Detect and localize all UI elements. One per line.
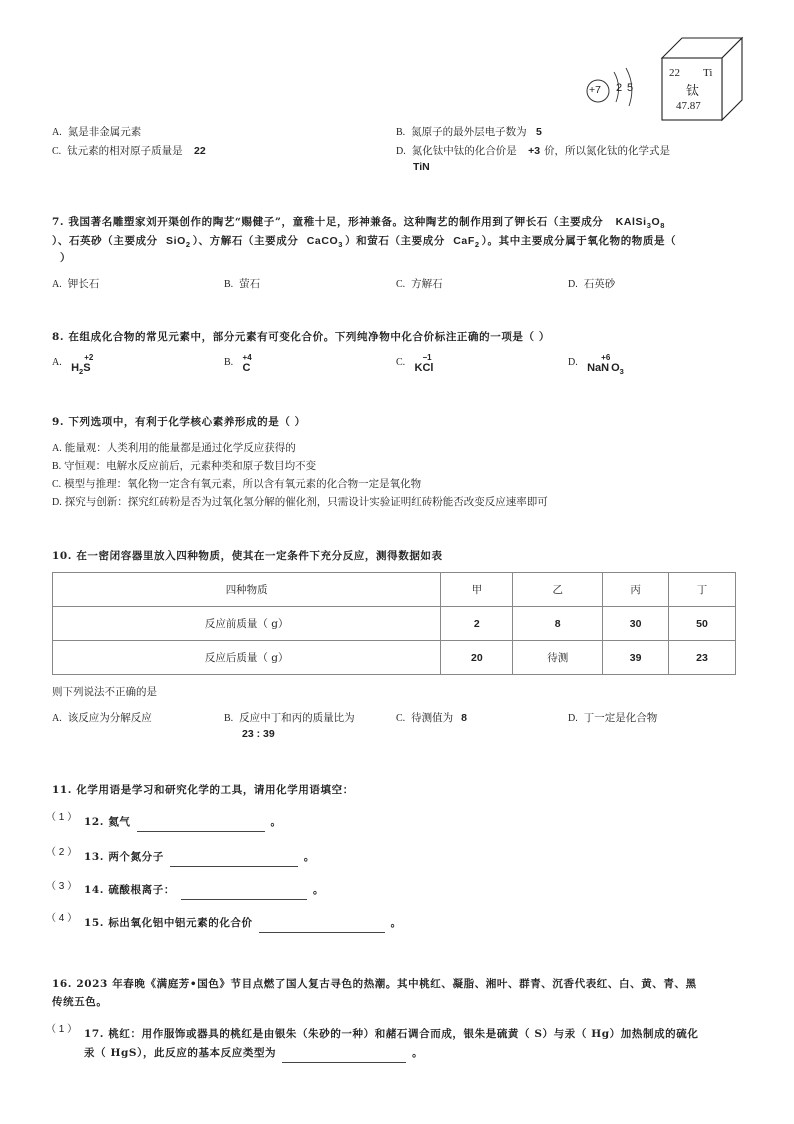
q7-stem-text: ）、方解石（主要成分 <box>192 235 299 247</box>
option-letter: A. <box>52 713 62 724</box>
q9-option-c[interactable] <box>52 476 421 491</box>
formula-element: S <box>83 362 91 374</box>
sub-question-text: 15. 标出氧化铝中铝元素的化合价 <box>84 917 253 929</box>
option-text: 萤石 <box>239 278 261 290</box>
q10-option-a[interactable] <box>52 710 152 725</box>
option-text: 方解石 <box>411 278 443 290</box>
formula-kalsi3o8 <box>615 216 666 231</box>
option-text: 石英砂 <box>583 278 616 290</box>
formula-caf2 <box>453 235 480 250</box>
q16-sub-1-line-1: 17. 桃红：用作服饰或器具的桃红是由银朱（朱砂的一种）和赭石调合而成，银朱是硫黄（ S）与汞（ Hg）加热制成的硫化 <box>84 1028 699 1040</box>
option-text-2: 价，所以氮化钛的化学式是 <box>544 145 671 157</box>
q16-sub-1-line-2 <box>84 1044 423 1063</box>
table-header-cell: 乙 <box>513 573 603 607</box>
q10-option-b[interactable] <box>224 710 355 725</box>
q9-stem: 9. 下列选项中，有利于化学核心素养形成的是（ ） <box>52 416 306 428</box>
valence-mark: +4 <box>242 353 252 362</box>
formula-h2s <box>71 353 94 377</box>
option-letter: C. <box>396 357 406 368</box>
q7-stem-text: ）、石英砂（主要成分 <box>52 235 158 247</box>
q16-sub-1-label: （ 1 ） <box>46 1024 78 1035</box>
formula-nano3 <box>587 353 624 377</box>
sub-question-text: 14. 硫酸根离子： <box>84 884 175 896</box>
formula-c <box>242 353 252 374</box>
q16-stem-line-1: 16. 2023 年春晚《满庭芳•国色》节目点燃了国人复古寻色的热潮。其中桃红、凝脂、湘叶、群青、沉香代表红、白、黄、青、黑 <box>52 978 697 990</box>
option-value: 5 <box>536 126 542 138</box>
q6-option-d[interactable] <box>396 143 736 158</box>
sub-question-end: 。 <box>412 1047 424 1059</box>
q7-option-a[interactable] <box>52 276 99 291</box>
answer-blank[interactable] <box>282 1051 406 1063</box>
q7-stem-line-2 <box>52 232 762 254</box>
q11-sub-1 <box>84 813 282 832</box>
sub-question-end: 。 <box>390 917 402 929</box>
option-letter: B. <box>224 713 234 724</box>
formula-part: O <box>651 216 661 228</box>
option-text: 反应中丁和丙的质量比为 <box>239 712 355 724</box>
option-letter: A. <box>52 357 62 368</box>
valence-mark: −1 <box>422 353 432 362</box>
option-letter: D. <box>568 713 578 724</box>
option-text: 该反应为分解反应 <box>67 712 152 724</box>
option-letter: C. <box>396 713 406 724</box>
element-name: 钛 <box>686 84 700 99</box>
q7-stem-line-3: ） <box>60 252 72 264</box>
option-letter: A. <box>52 127 62 138</box>
answer-blank[interactable] <box>137 820 265 832</box>
q6-option-b[interactable] <box>396 124 542 139</box>
option-letter: B. <box>396 127 406 138</box>
q11-sub-2 <box>84 848 315 867</box>
option-text: 待测值为 <box>411 712 454 724</box>
formula-subscript: 2 <box>185 240 191 250</box>
valence-mark: +6 <box>601 353 611 362</box>
option-letter: D. <box>568 279 578 290</box>
option-letter: A. <box>52 279 62 290</box>
q10-option-c[interactable] <box>396 710 467 725</box>
table-row <box>53 641 736 675</box>
q7-option-d[interactable] <box>568 276 615 291</box>
option-text: 钛元素的相对原子质量是 <box>67 145 183 157</box>
formula-subscript: 3 <box>338 240 344 250</box>
table-header-cell: 丙 <box>603 573 669 607</box>
table-header-cell: 丁 <box>669 573 736 607</box>
table-cell: 待测 <box>513 641 603 675</box>
option-text: 丁一定是化合物 <box>583 712 658 724</box>
formula-part: CaF <box>453 235 475 247</box>
option-letter: B. <box>52 461 62 472</box>
answer-blank[interactable] <box>170 855 298 867</box>
formula-part: SiO <box>166 235 186 247</box>
option-letter: D. <box>52 497 62 508</box>
table-row <box>53 607 736 641</box>
q8-option-c[interactable] <box>396 353 434 374</box>
formula-element: C <box>242 362 251 374</box>
sub-question-end: 。 <box>312 884 325 896</box>
q11-sub-4 <box>84 914 402 933</box>
table-cell: 2 <box>441 607 513 641</box>
table-header-row <box>53 573 736 607</box>
q8-option-a[interactable] <box>52 353 94 377</box>
atom-shell-2-count: 5 <box>627 82 634 94</box>
formula-part: Na <box>587 362 602 374</box>
q11-sub-2-label: （ 2 ） <box>46 847 78 858</box>
q10-after-text: 则下列说法不正确的是 <box>52 686 157 698</box>
table-cell: 23 <box>669 641 736 675</box>
option-text: 探究与创新：探究红砖粉是否为过氧化氢分解的催化剂，只需设计实验证明红砖粉能否改变反应速率即可 <box>64 496 548 508</box>
element-atomic-number: 22 <box>669 67 680 79</box>
option-letter: C. <box>52 146 62 157</box>
option-text: 氮原子的最外层电子数为 <box>411 126 527 138</box>
atom-structure-diagram <box>584 66 642 108</box>
q10-data-table <box>52 572 736 675</box>
table-cell: 反应前质量（ g） <box>53 607 441 641</box>
q7-stem-text: ）。其中主要成分属于氧化物的物质是（ <box>481 235 677 247</box>
q8-option-b[interactable] <box>224 353 252 374</box>
formula-subscript: 8 <box>660 221 666 231</box>
formula-part: O <box>611 362 620 374</box>
q11-sub-4-label: （ 4 ） <box>46 913 78 924</box>
formula-subscript: 3 <box>646 221 652 231</box>
atom-nucleus-charge: +7 <box>589 84 601 96</box>
option-text: 模型与推理：氧化物一定含有氧元素，所以含有氧元素的化合物一定是氧化物 <box>64 478 422 490</box>
q9-option-d[interactable] <box>52 494 548 509</box>
q7-option-c[interactable] <box>396 276 443 291</box>
formula-sio2 <box>166 235 191 250</box>
option-letter: B. <box>224 357 234 368</box>
table-cell: 30 <box>603 607 669 641</box>
option-letter: C. <box>52 479 62 490</box>
q10-option-b-value: 23 : 39 <box>242 728 275 740</box>
option-text: 钾长石 <box>67 278 100 290</box>
option-letter: B. <box>224 279 234 290</box>
formula-kcl <box>414 353 434 374</box>
formula-subscript: 2 <box>79 367 84 377</box>
answer-blank[interactable] <box>259 921 385 933</box>
option-value: +3 <box>528 145 541 157</box>
q11-stem: 11. 化学用语是学习和研究化学的工具，请用化学用语填空： <box>52 784 354 796</box>
table-cell: 20 <box>441 641 513 675</box>
option-letter: A. <box>52 443 62 454</box>
table-cell: 50 <box>669 607 736 641</box>
formula-part: K <box>414 362 423 374</box>
option-text: 氮是非金属元素 <box>67 126 142 138</box>
q7-stem-text: 7. 我国著名雕塑家刘开渠创作的陶艺“赐健子”，童稚十足，形神兼备。这种陶艺的制作用到了钾长石（主要成分 <box>52 216 604 228</box>
option-letter: D. <box>396 146 406 157</box>
table-header-cell: 四种物质 <box>53 573 441 607</box>
q8-stem: 8. 在组成化合物的常见元素中，部分元素有可变化合价。下列纯净物中化合价标注正确的一项是（ ） <box>52 331 550 343</box>
q9-option-a[interactable] <box>52 440 296 455</box>
table-cell: 8 <box>513 607 603 641</box>
formula-part: CaCO <box>306 235 339 247</box>
sub-question-end: 。 <box>270 816 282 828</box>
option-letter: C. <box>396 279 406 290</box>
element-symbol: Ti <box>703 67 713 79</box>
element-atomic-mass: 47.87 <box>676 100 701 112</box>
sub-question-end: 。 <box>303 851 315 863</box>
q11-sub-3-label: （ 3 ） <box>46 881 78 892</box>
formula-part: KAlSi <box>615 216 647 228</box>
sub-question-text: 汞（ HgS），此反应的基本反应类型为 <box>84 1047 277 1059</box>
q16-stem-line-2: 传统五色。 <box>52 996 108 1008</box>
q6-option-a[interactable] <box>52 124 141 139</box>
valence-mark: +2 <box>84 353 94 362</box>
formula-caco3 <box>306 235 344 250</box>
option-letter: D. <box>568 357 578 368</box>
option-text: 氮化钛中钛的化合价是 <box>411 145 517 157</box>
formula-subscript: 3 <box>619 367 624 377</box>
q8-option-d[interactable] <box>568 353 624 377</box>
element-card-titanium <box>660 36 744 122</box>
table-cell: 反应后质量（ g） <box>53 641 441 675</box>
option-value: 8 <box>461 712 468 724</box>
table-cell: 39 <box>603 641 669 675</box>
q10-option-d[interactable] <box>568 710 657 725</box>
formula-subscript: 2 <box>474 240 480 250</box>
q11-sub-3 <box>84 881 324 900</box>
option-text: 能量观：人类利用的能量都是通过化学反应获得的 <box>64 442 296 454</box>
table-header-cell: 甲 <box>441 573 513 607</box>
formula-element: N <box>601 362 610 374</box>
formula-part: H <box>71 362 80 374</box>
option-value: 22 <box>194 145 206 157</box>
q10-stem: 10. 在一密闭容器里放入四种物质，使其在一定条件下充分反应，测得数据如表 <box>52 550 443 562</box>
element-card-box <box>660 36 744 122</box>
formula-element: Cl <box>422 362 434 374</box>
q11-sub-1-label: （ 1 ） <box>46 812 78 823</box>
sub-question-text: 13. 两个氮分子 <box>84 851 164 863</box>
q6-option-c[interactable] <box>52 143 206 158</box>
sub-question-text: 12. 氦气 <box>84 816 131 828</box>
q7-stem-text: ）和萤石（主要成分 <box>345 235 445 247</box>
q9-option-b[interactable] <box>52 458 316 473</box>
atom-shell-1-count: 2 <box>616 82 623 94</box>
answer-blank[interactable] <box>181 888 307 900</box>
option-text: 守恒观：电解水反应前后，元素种类和原子数目均不变 <box>64 460 317 472</box>
q6-option-d-formula: TiN <box>413 161 430 173</box>
q7-option-b[interactable] <box>224 276 260 291</box>
